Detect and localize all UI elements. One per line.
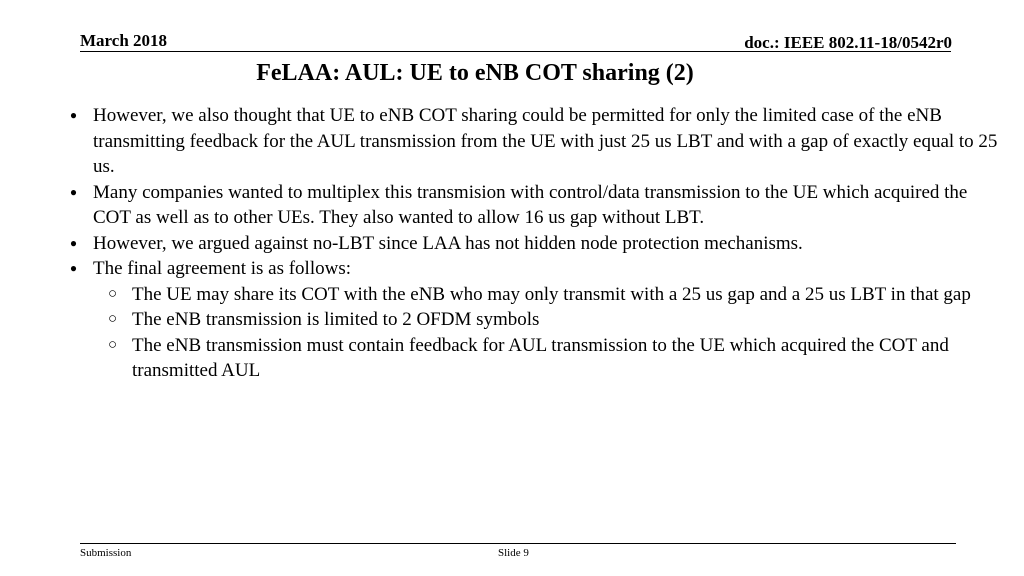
footer-submission: Submission	[80, 547, 132, 559]
footer-slide-number: Slide 9	[498, 547, 529, 559]
bullet-text: However, we argued against no-LBT since LAA has not hidden node protection mechanisms.	[93, 232, 803, 254]
bullet-item	[54, 256, 1009, 282]
sub-bullet-marker: ○	[107, 285, 118, 302]
bullet-item	[54, 180, 1009, 231]
footer-divider	[80, 543, 956, 544]
bullet-marker: ●	[69, 261, 78, 275]
bullet-marker: ●	[69, 184, 78, 199]
bullet-item	[54, 103, 1009, 180]
sub-bullet-item	[54, 333, 1009, 384]
sub-bullet-marker: ○	[107, 336, 118, 353]
sub-bullet-text: The UE may share its COT with the eNB who may only transmit with a 25 us gap and a 25 us LBT in that gap	[132, 283, 971, 305]
sub-bullet-text: The eNB transmission must contain feedback for AUL transmission to the UE which acquired the COT and transmitted AUL	[132, 334, 949, 381]
bullet-text: However, we also thought that UE to eNB COT sharing could be permitted for only the limited case of the eNB transmitting feedback for the AUL transmission from the UE with just 25 us LBT and with a gap of exactly equal to 25 us.	[93, 105, 998, 177]
header-date: March 2018	[80, 31, 168, 50]
bullet-text: The final agreement is as follows:	[93, 258, 352, 279]
sub-bullet-text: The eNB transmission is limited to 2 OFDM symbols	[132, 309, 540, 330]
slide-title: FeLAA: AUL: UE to eNB COT sharing (2)	[256, 60, 694, 86]
slide-body	[54, 103, 1009, 384]
bullet-marker: ●	[69, 235, 78, 250]
sub-bullet-marker: ○	[107, 311, 118, 327]
header-divider	[80, 51, 951, 52]
bullet-marker: ●	[69, 108, 78, 122]
sub-bullet-item	[54, 307, 1009, 333]
header-doc-id: doc.: IEEE 802.11-18/0542r0	[744, 33, 952, 52]
sub-bullet-item	[54, 282, 1009, 308]
bullet-text: Many companies wanted to multiplex this transmision with control/data transmission to the UE which acquired the COT as well as to other UEs. They also wanted to allow 16 us gap without LBT.	[93, 181, 968, 228]
bullet-item	[54, 231, 1009, 257]
